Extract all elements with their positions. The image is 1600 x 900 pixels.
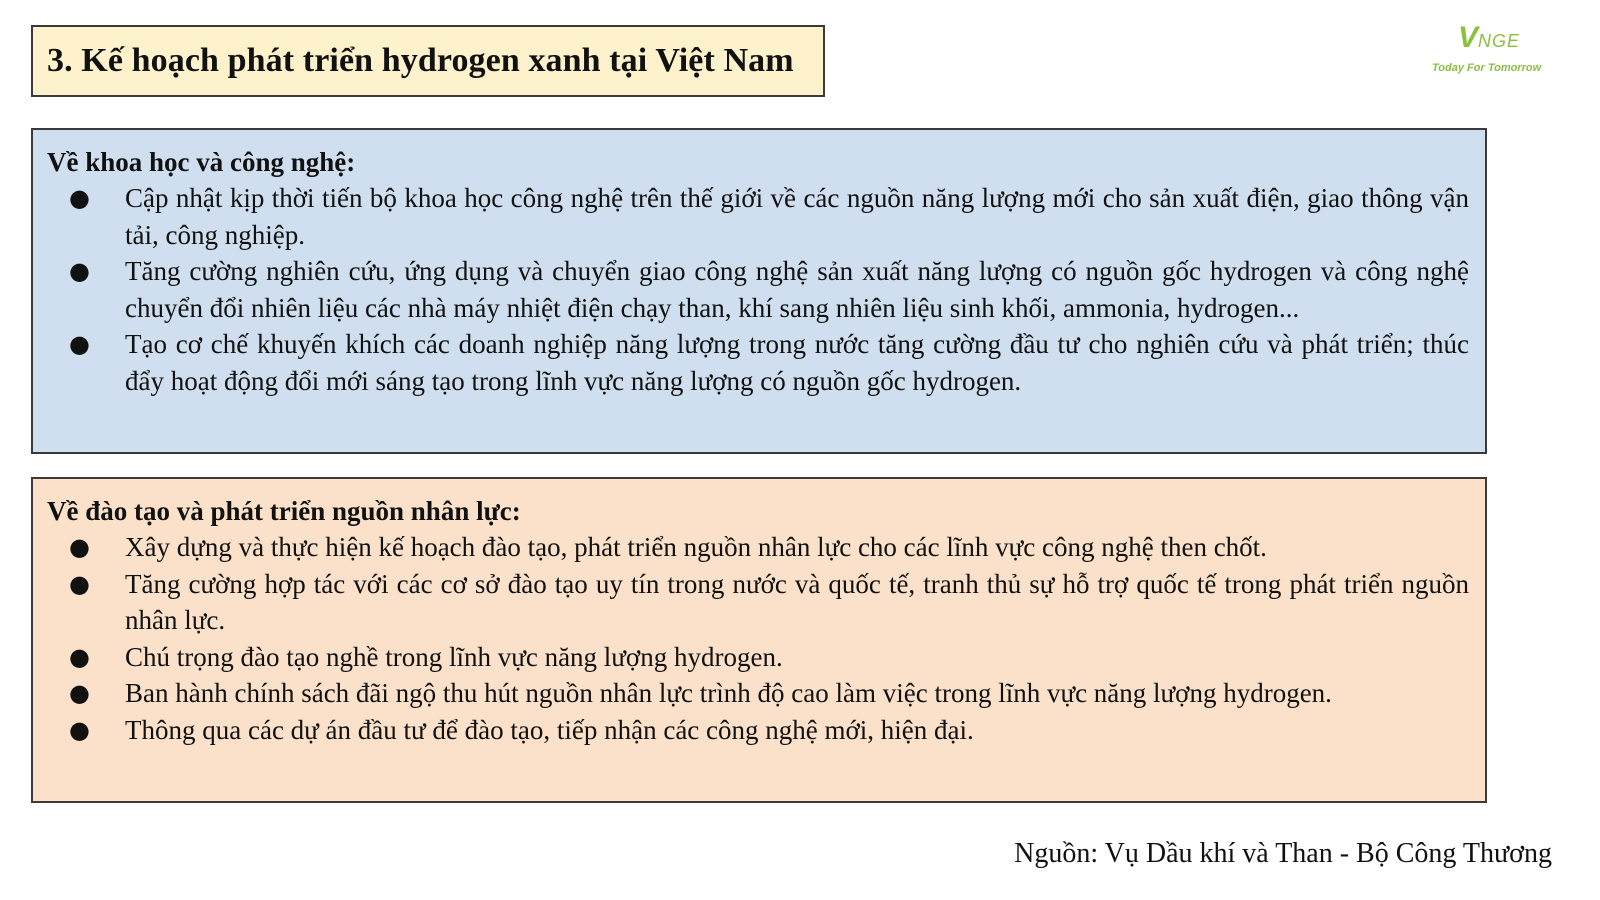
vnge-logo [1430,18,1570,88]
science-section-heading: Về khoa học và công nghệ: [47,147,356,177]
list-item-text: Chú trọng đào tạo nghề trong lĩnh vực năng lượng hydrogen. [125,641,783,672]
logo-mark [1458,18,1520,61]
science-list [47,180,1469,400]
bullet-icon: ● [69,569,90,598]
bullet-icon: ● [69,257,90,286]
list-item-text: Xây dựng và thực hiện kế hoạch đào tạo, phát triển nguồn nhân lực cho các lĩnh vực công nghệ then chốt. [125,532,1267,562]
list-item-text: Tạo cơ chế khuyến khích các doanh nghiệp năng lượng trong nước tăng cường đầu tư cho nghiên cứu và phát triển; thúc đẩy hoạt động đổi mới sáng tạo trong lĩnh vực năng lượng có nguồn gốc hydrogen. [125,329,1469,396]
list-item [47,180,1469,253]
page-title: 3. Kế hoạch phát triển hydrogen xanh tại Việt Nam [47,42,794,79]
list-item-text: Ban hành chính sách đãi ngộ thu hút nguồn nhân lực trình độ cao làm việc trong lĩnh vực năng lượng hydrogen. [125,678,1332,709]
bullet-icon: ● [69,533,90,561]
list-item [47,566,1469,639]
logo-tagline: Today For Tomorrow [1432,62,1542,74]
bullet-icon: ● [69,184,90,212]
science-technology-panel [31,128,1487,454]
list-item [47,639,1469,676]
bullet-icon: ● [69,330,90,359]
list-item-text: Tăng cường nghiên cứu, ứng dụng và chuyển giao công nghệ sản xuất năng lượng có nguồn gốc hydrogen và công nghệ chuyển đổi nhiên liệu các nhà máy nhiệt điện chạy than, khí sang nhiên liệu sinh khối, ammonia, hydrogen... [125,256,1469,323]
logo-mark-small: NGE [1478,31,1521,51]
bullet-icon: ● [69,642,90,671]
logo-mark-big: V [1458,21,1479,54]
list-item-text: Thông qua các dự án đầu tư để đào tạo, tiếp nhận các công nghệ mới, hiện đại. [125,714,974,745]
list-item [47,712,1469,749]
training-section-heading: Về đào tạo và phát triển nguồn nhân lực: [47,496,521,526]
bullet-icon: ● [69,715,90,744]
title-box [31,25,825,97]
list-item-text: Tăng cường hợp tác với các cơ sở đào tạo uy tín trong nước và quốc tế, tranh thủ sự hỗ trợ quốc tế trong phát triển nguồn nhân lực. [125,568,1469,636]
list-item-text: Cập nhật kịp thời tiến bộ khoa học công nghệ trên thế giới về các nguồn năng lượng mới cho sản xuất điện, giao thông vận tải, công nghiệp. [125,183,1469,250]
list-item [47,326,1469,399]
source-citation: Nguồn: Vụ Dầu khí và Than - Bộ Công Thương [1014,838,1552,869]
list-item [47,529,1469,566]
list-item [47,253,1469,326]
training-list [47,529,1469,749]
bullet-icon: ● [69,679,90,708]
list-item [47,675,1469,712]
training-workforce-panel [31,477,1487,803]
